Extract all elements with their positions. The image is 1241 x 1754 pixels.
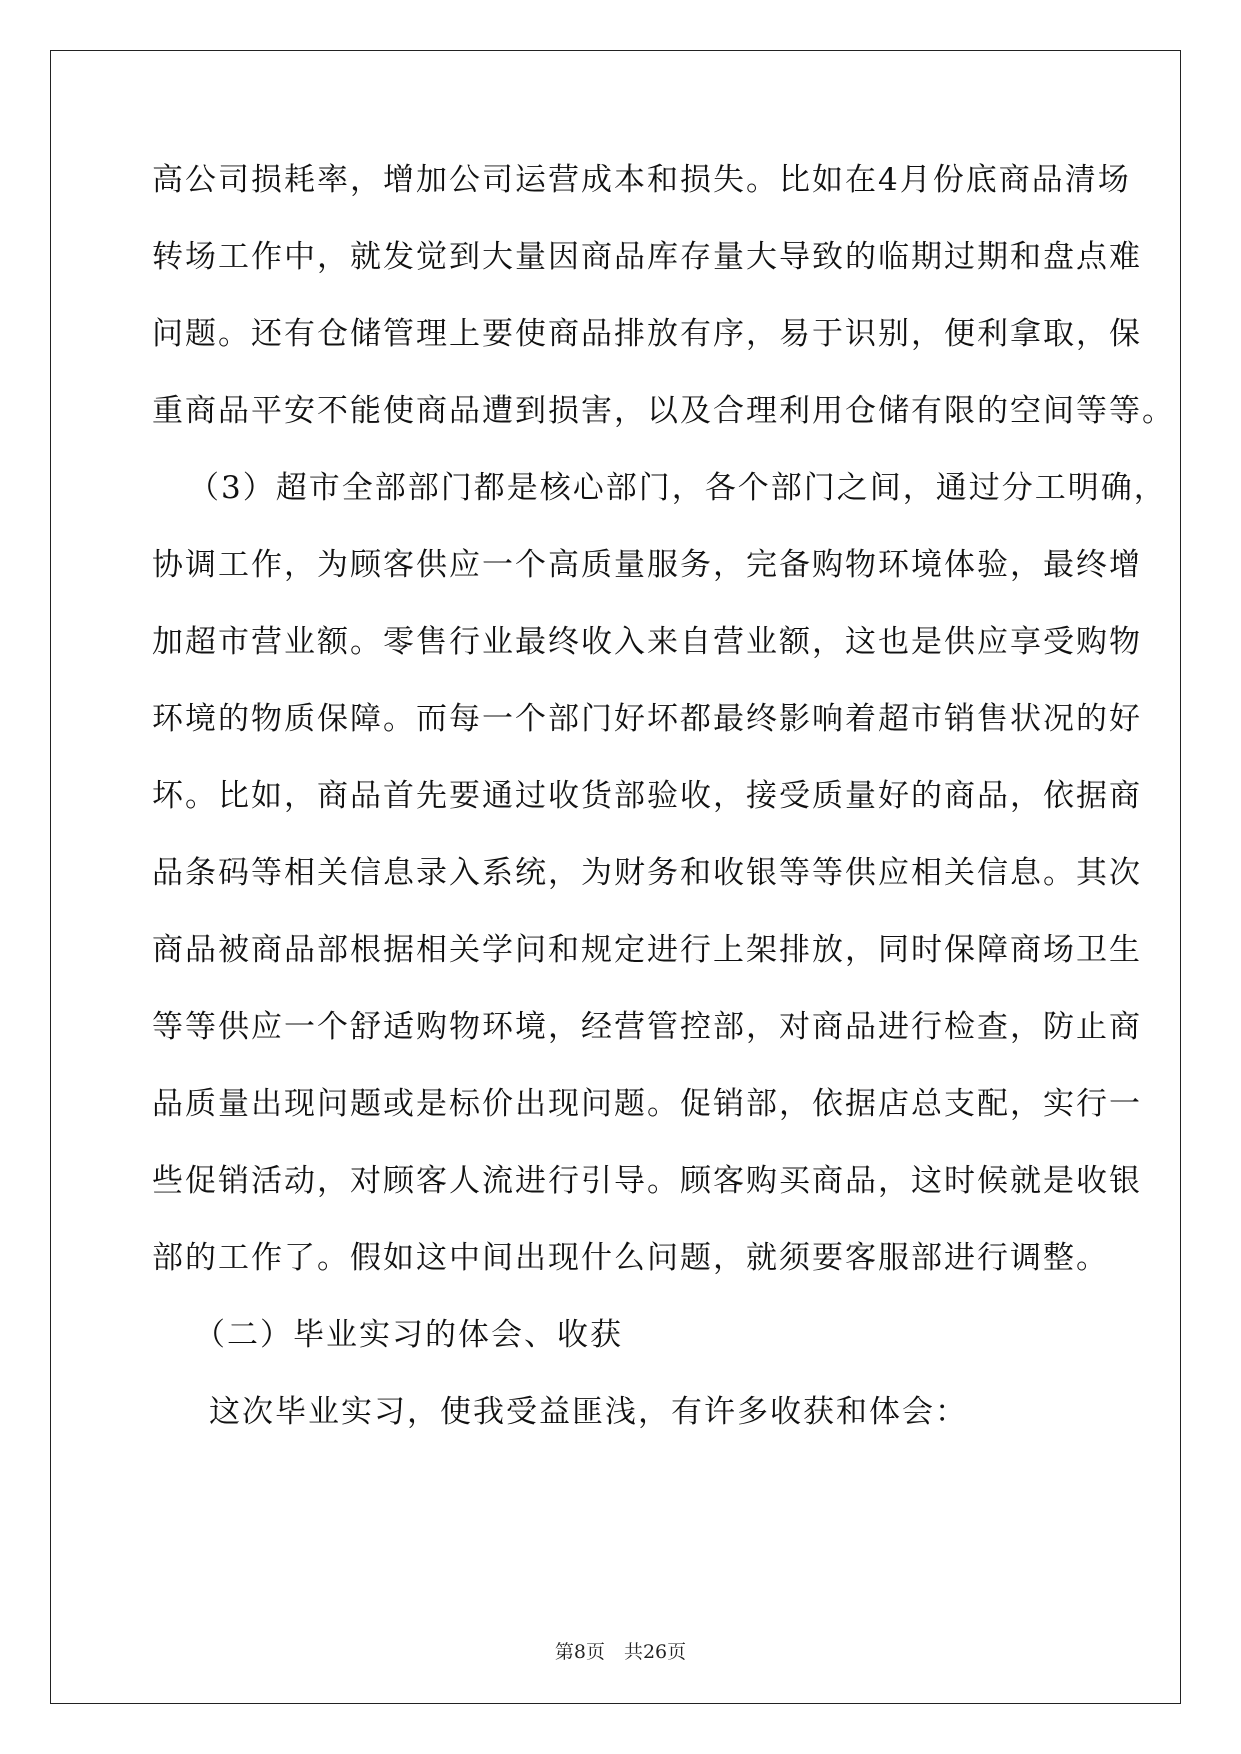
- text-line: 这次毕业实习，使我受益匪浅，有许多收获和体会：: [209, 1394, 968, 1430]
- text-line: 问题。还有仓储管理上要使商品排放有序，易于识别，便利拿取，保: [152, 316, 1142, 352]
- text-line: 等等供应一个舒适购物环境，经营管控部，对商品进行检查，防止商: [152, 1009, 1142, 1045]
- text-line: 环境的物质保障。而每一个部门好坏都最终影响着超市销售状况的好: [152, 701, 1142, 737]
- text-line: 转场工作中，就发觉到大量因商品库存量大导致的临期过期和盘点难: [152, 239, 1142, 275]
- text-line: 协调工作，为顾客供应一个高质量服务，完备购物环境体验，最终增: [152, 547, 1142, 583]
- text-line: 些促销活动，对顾客人流进行引导。顾客购买商品，这时候就是收银: [152, 1163, 1142, 1199]
- text-line: 重商品平安不能使商品遭到损害，以及合理利用仓储有限的空间等等。: [152, 393, 1175, 429]
- text-line: 品条码等相关信息录入系统，为财务和收银等等供应相关信息。其次: [152, 855, 1142, 891]
- text-line: 部的工作了。假如这中间出现什么问题，就须要客服部进行调整。: [152, 1240, 1109, 1276]
- text-line: 坏。比如，商品首先要通过收货部验收，接受质量好的商品，依据商: [152, 778, 1142, 814]
- text-line: 品质量出现问题或是标价出现问题。促销部，依据店总支配，实行一: [152, 1086, 1142, 1122]
- page-number-footer: 第8页 共26页: [554, 1641, 687, 1663]
- text-line: 商品被商品部根据相关学问和规定进行上架排放，同时保障商场卫生: [152, 932, 1142, 968]
- text-line: 高公司损耗率，增加公司运营成本和损失。比如在4月份底商品清场: [152, 162, 1131, 198]
- text-line: （3）超市全部部门都是核心部门，各个部门之间，通过分工明确，: [188, 470, 1167, 506]
- section-heading: （二）毕业实习的体会、收获: [194, 1317, 623, 1353]
- text-line: 加超市营业额。零售行业最终收入来自营业额，这也是供应享受购物: [152, 624, 1142, 660]
